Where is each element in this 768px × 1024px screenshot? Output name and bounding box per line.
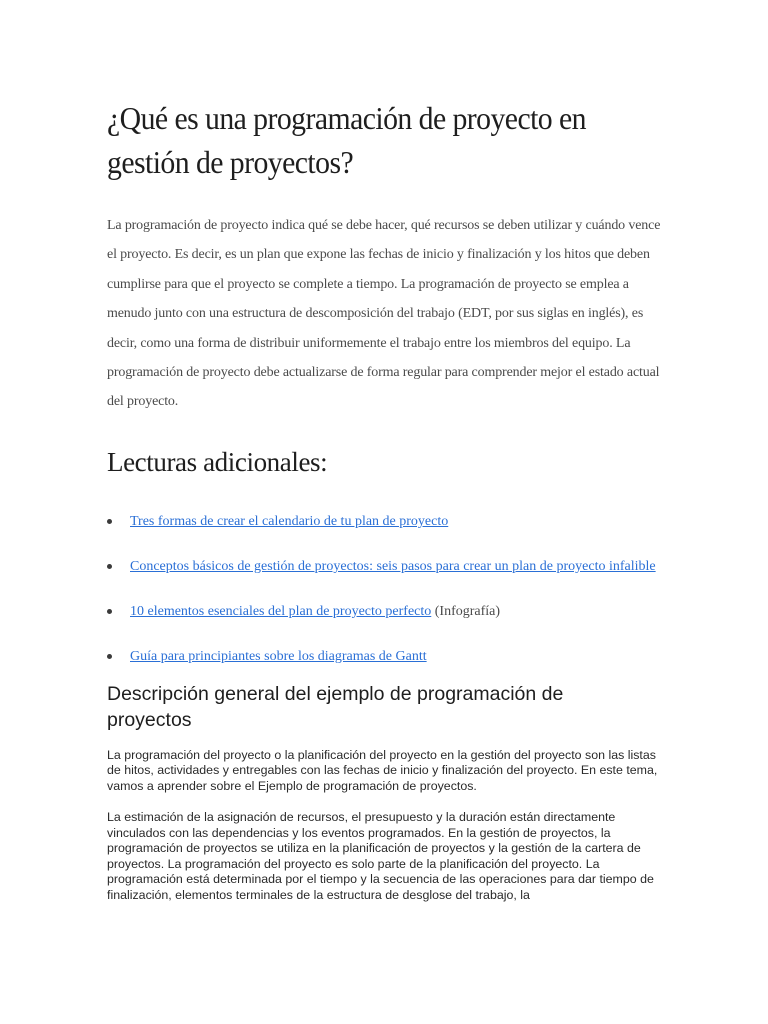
bullet-icon: [107, 564, 112, 569]
further-reading-heading: Lecturas adicionales:: [107, 446, 328, 477]
bullet-icon: [107, 609, 112, 614]
overview-heading: Descripción general del ejemplo de programación de proyectos: [107, 682, 564, 731]
link-suffix: (Infografía): [431, 603, 501, 619]
bullet-icon: [107, 654, 112, 659]
intro-paragraph: La programación de proyecto indica qué se debe hacer, qué recursos se deben utilizar y cuándo vence el proyecto. Es decir, es un plan que expone las fechas de inicio y finalización y los hitos que deben cumplirse para que el proyecto se complete a tiempo. La programación de proyecto se emplea a menudo junto con una estructura de descomposición del trabajo (EDT, por sus siglas en inglés), es decir, como una forma de distribuir uniformemente el trabajo entre los miembros del equipo. La programación de proyecto debe actualizarse de forma regular para comprender mejor el estado actual del proyecto.: [107, 218, 661, 410]
overview-paragraph-2: La estimación de la asignación de recursos, el presupuesto y la duración están directamente vinculados con las dependencias y los eventos programados. En la gestión de proyectos, la programación de proyectos se utiliza en la planificación de proyectos y la gestión de la cartera de proyectos. La programación del proyecto es solo parte de la planificación del proyecto. La programación está determinada por el tiempo y la secuencia de las operaciones para dar tiempo de finalización, elementos terminales de la estructura de desglose del trabajo, la: [107, 810, 654, 902]
list-item: [107, 597, 667, 626]
overview-paragraph-1: La programación del proyecto o la planificación del proyecto en la gestión del proyecto son las listas de hitos, actividades y entregables con las fechas de inicio y finalización del proyecto. En este tema, vamos a aprender sobre el Ejemplo de programación de proyectos.: [107, 747, 658, 793]
list-item: [107, 507, 667, 536]
list-item: [107, 552, 667, 581]
document-content: [107, 96, 667, 903]
reading-link-basics[interactable]: Conceptos básicos de gestión de proyectos: seis pasos para crear un plan de proyecto infalible: [130, 558, 656, 574]
reading-link-gantt[interactable]: Guía para principiantes sobre los diagramas de Gantt: [130, 648, 427, 664]
page-title: ¿Qué es una programación de proyecto en gestión de proyectos?: [107, 100, 586, 180]
list-item: [107, 642, 667, 671]
further-reading-list: [107, 507, 667, 671]
bullet-icon: [107, 519, 112, 524]
reading-link-calendar[interactable]: Tres formas de crear el calendario de tu plan de proyecto: [130, 513, 449, 529]
reading-link-elements[interactable]: 10 elementos esenciales del plan de proyecto perfecto: [130, 603, 432, 619]
